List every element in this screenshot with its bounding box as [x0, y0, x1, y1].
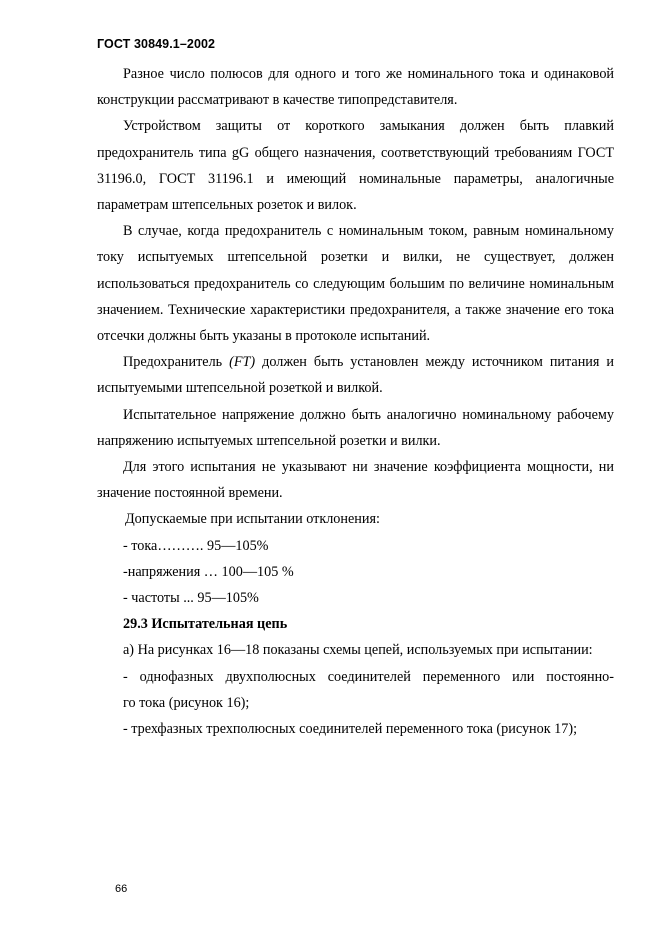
list-item: - трехфазных трехполюсных соединителей переменного тока (рисунок 17);: [123, 721, 578, 738]
section-heading: 29.3 Испытательная цепь: [123, 616, 288, 633]
paragraph-a: а) На рисунках 16—18 показаны схемы цепей, используемых при испытании:: [123, 642, 593, 659]
list-item-line: - однофазных двухполюсных соединителей переменного или постоянно-: [123, 668, 614, 685]
fuse-designation: (FT): [229, 354, 256, 371]
paragraph: Разное число полюсов для одного и того же номинального тока и одинаковой конструкции рассматривают в качестве типопредставителя.: [97, 66, 614, 109]
paragraph: Испытательное напряжение должно быть аналогично номинальному рабочему напряжению испытуемых штепсельной розетки и вилки.: [97, 406, 614, 449]
paragraph: Для этого испытания не указывают ни значение коэффициента мощности, ни значение постоянной времени.: [97, 459, 614, 502]
paragraph-fuse: [97, 349, 614, 401]
page-number: 66: [115, 883, 128, 895]
tolerance-current: - тока………. 95—105%: [123, 537, 269, 554]
list-item-line: го тока (рисунок 16);: [123, 694, 250, 711]
document-header: ГОСТ 30849.1–2002: [97, 37, 216, 51]
document-body: [97, 61, 614, 742]
tolerances-title: Допускаемые при испытании отклонения:: [125, 511, 380, 528]
paragraph: В случае, когда предохранитель с номинальным током, равным номинальному току испытуемых штепсельной розетки и вилки, не существует, должен использоваться предохранитель со следующим большим по величине номинальным значением. Технические характеристики предохранителя, а также значение его тока отсечки должны быть указаны в протоколе испытаний.: [97, 223, 614, 345]
text-fragment: Предохранитель: [123, 354, 230, 371]
paragraph: Устройством защиты от короткого замыкания должен быть плавкий предохранитель типа gG общего назначения, соответствующий требованиям ГОСТ 31196.0, ГОСТ 31196.1 и имеющий номинальные параметры, аналогичные параметрам штепсельных розеток и вилок.: [97, 118, 614, 214]
tolerance-voltage: -напряжения … 100—105 %: [123, 563, 294, 580]
text-fragment: должен быть установлен между источником питания и испытуемыми штепсельной розеткой и вилкой.: [97, 354, 615, 397]
tolerance-frequency: - частоты ... 95—105%: [123, 590, 259, 607]
